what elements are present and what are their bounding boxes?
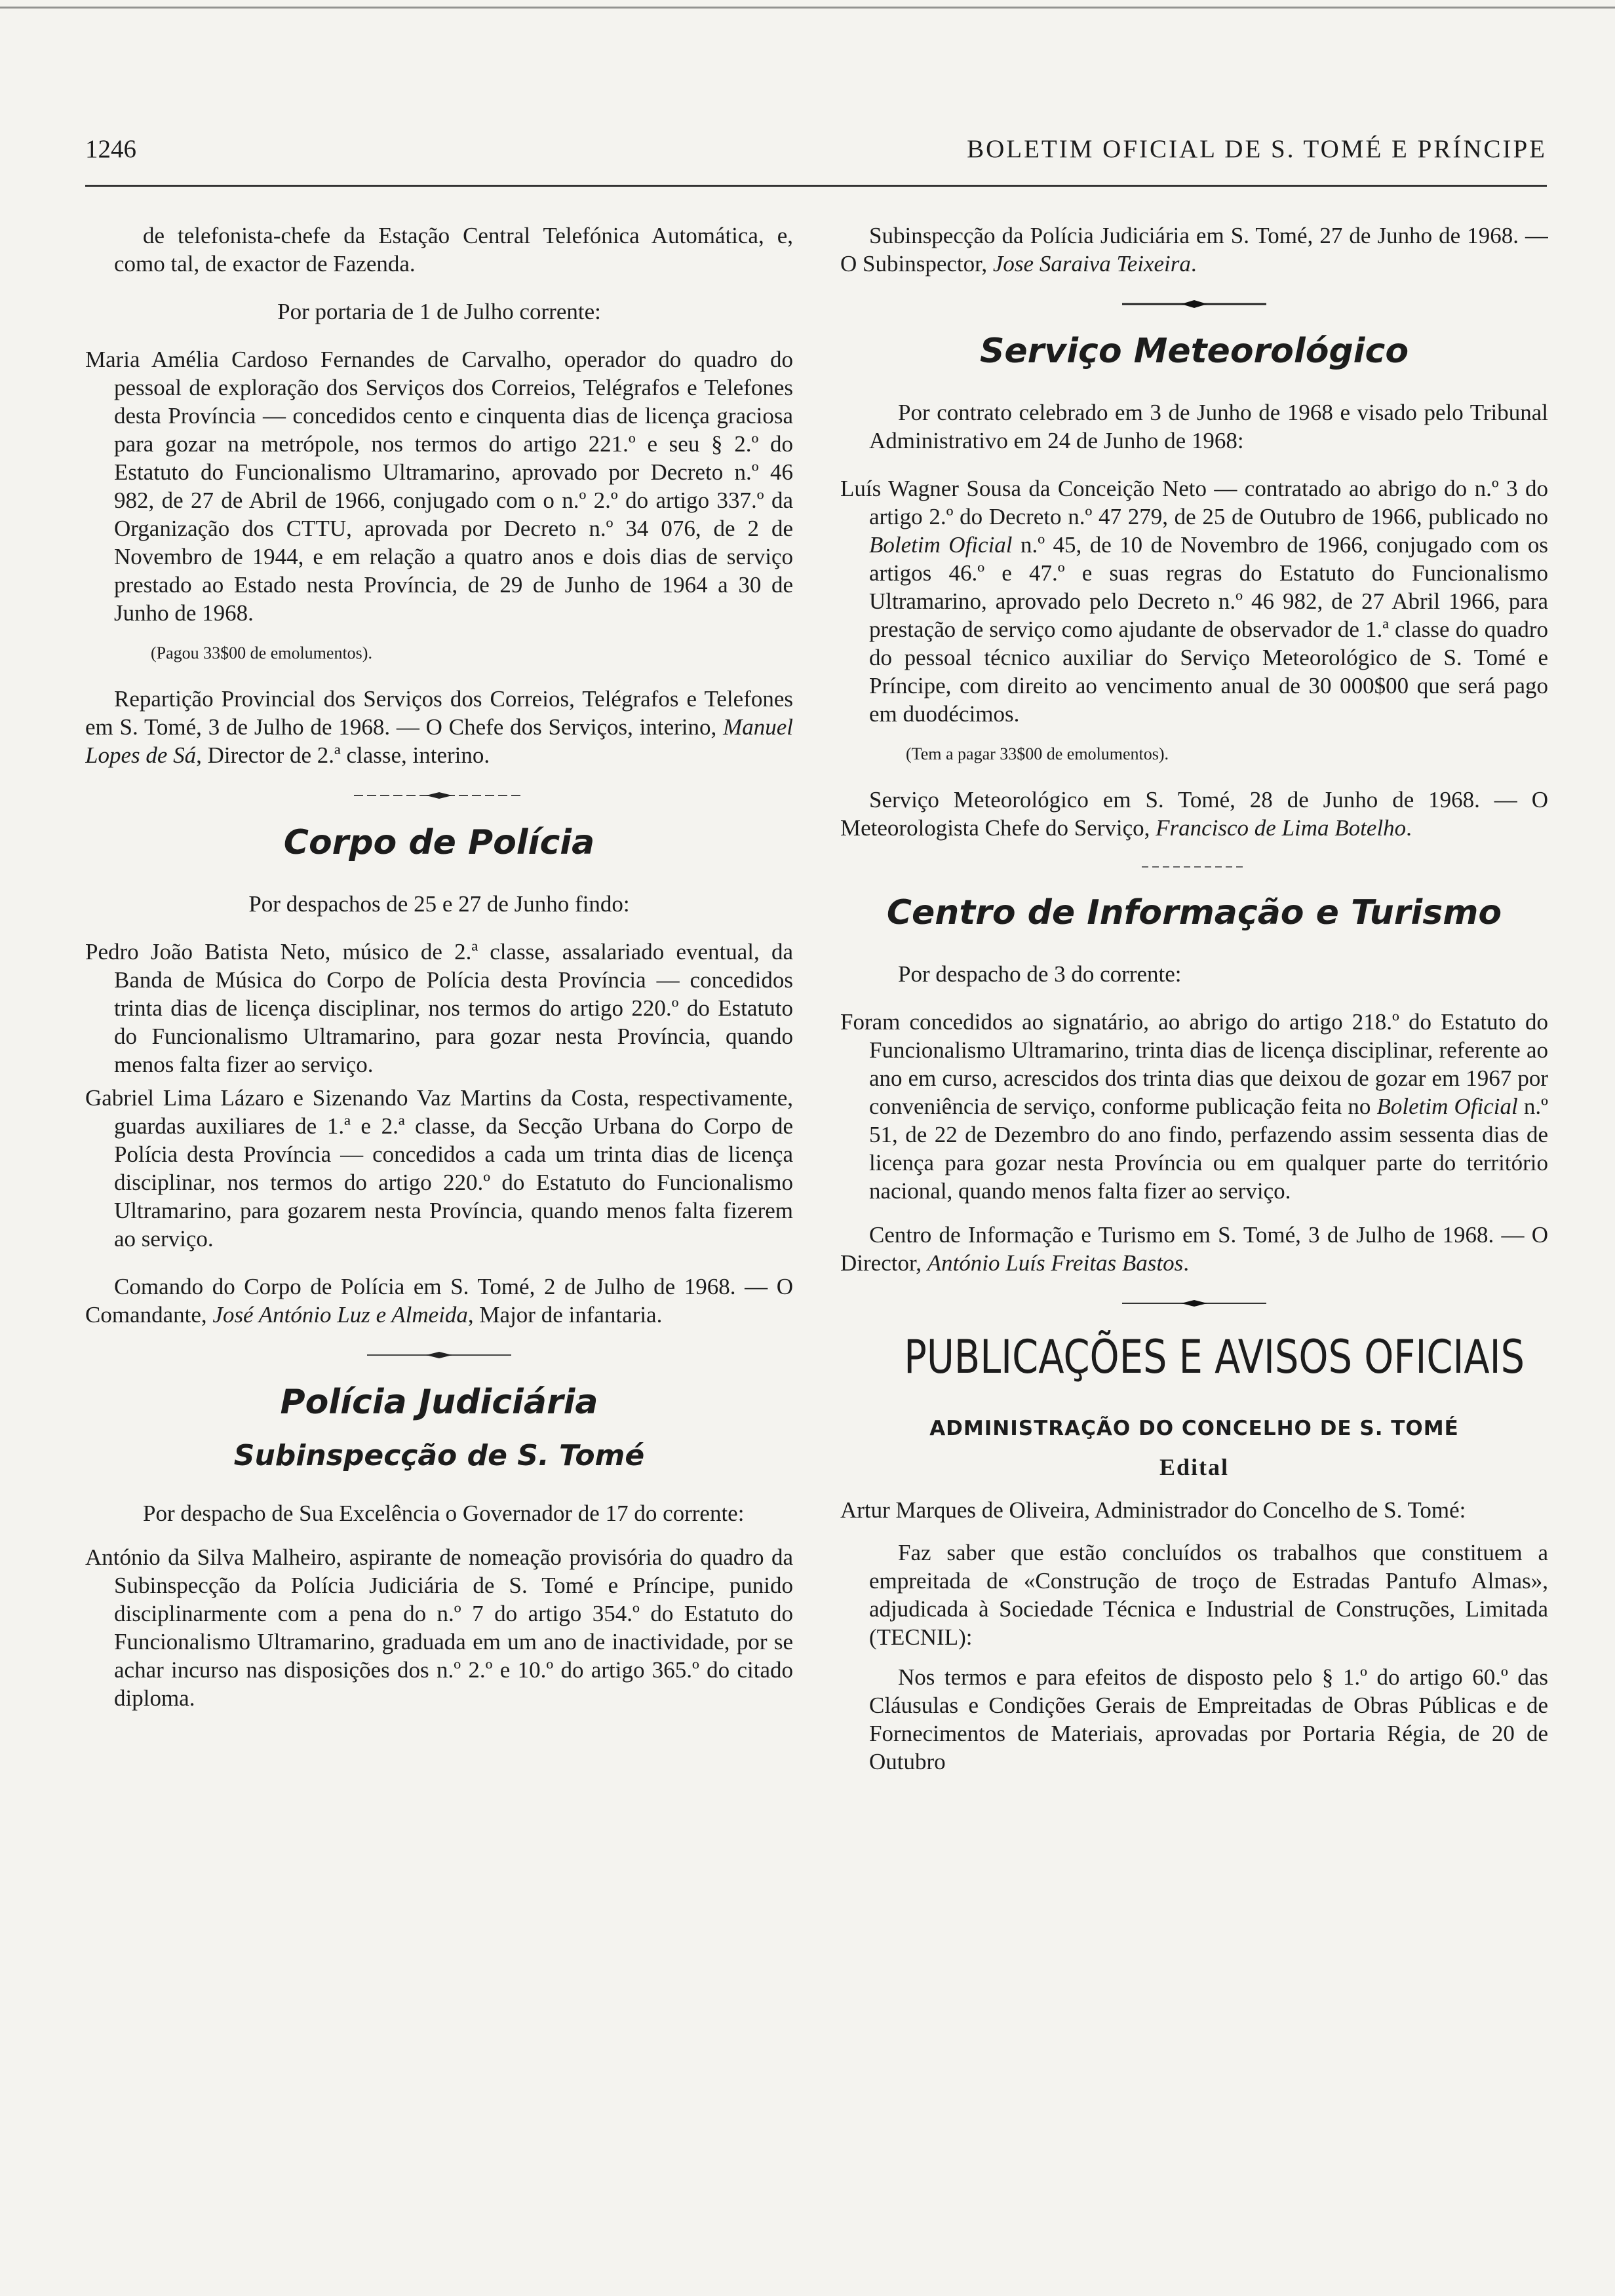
signatory-name: Francisco de Lima Botelho — [1156, 815, 1407, 841]
subsection-heading: Subinspecção de S. Tomé — [233, 1439, 645, 1472]
paragraph: Gabriel Lima Lázaro e Sizenando Vaz Martins da Costa, respectivamente, guardas auxiliares de 1.ª e 2.ª classe, da Secção Urbana do Corpo de Polícia desta Província — concedidos a cada um trinta dias de licença disciplinar, nos termos do artigo 220.º do Estatuto do Funcionalismo Ultramarino, para gozarem nesta Província, quando menos falta fizerem ao serviço. — [85, 1085, 793, 1252]
paragraph: Pedro João Batista Neto, músico de 2.ª classe, assalariado eventual, da Banda de Música do Corpo de Polícia desta Província — concedidos trinta dias de licença disciplinar, nos termos do artigo 220.º do Estatuto do Funcionalismo Ultramarino, para gozar nesta Província, quando menos falta fizer ao serviço. — [85, 939, 793, 1077]
paragraph: Por portaria de 1 de Julho corrente: — [277, 299, 601, 324]
section-heading: Corpo de Polícia — [283, 823, 595, 862]
gazette-reference: Boletim Oficial — [869, 532, 1013, 558]
paragraph: de telefonista-chefe da Estação Central Telefónica Automática, e, como tal, de exactor de Fazenda. — [114, 223, 793, 277]
signatory-name: Jose Saraiva Teixeira — [992, 251, 1191, 277]
paragraph: Maria Amélia Cardoso Fernandes de Carvalho, operador do quadro do pessoal de exploração dos Serviços dos Correios, Telégrafos e Telefones desta Província — concedidos cento e cinquenta dias de licença graciosa para gozar na metrópole, nos termos do artigo 221.º e seu § 2.º do Estatuto do Funcionalismo Ultramarino, aprovado por Decreto n.º 46 982, de 27 de Abril de 1966, conjugado com o n.º 2.º do artigo 337.º da Organização dos CTTU, aprovada por Decreto n.º 34 076, de 2 de Novembro de 1944, e em relação a quatro anos e dois dias de serviço prestado ao Estado nesta Província, de 29 de Junho de 1964 a 30 de Junho de 1968. — [85, 347, 793, 626]
paragraph: Por contrato celebrado em 3 de Junho de 1968 e visado pelo Tribunal Administrativo em 24 de Junho de 1968: — [869, 400, 1548, 453]
ornament-divider — [1109, 1297, 1279, 1310]
paragraph: Por despachos de 25 e 27 de Junho findo: — [248, 891, 630, 917]
signature-paragraph: Centro de Informação e Turismo em S. Tomé, 3 de Julho de 1968. — O Director, António Luís Freitas Bastos. — [840, 1222, 1548, 1276]
administration-heading: ADMINISTRAÇÃO DO CONCELHO DE S. TOMÉ — [929, 1417, 1459, 1440]
publication-title: BOLETIM OFICIAL DE S. TOMÉ E PRÍNCIPE — [967, 135, 1547, 163]
emolument-note: (Pagou 33$00 de emolumentos). — [151, 643, 372, 662]
signature-paragraph: Comando do Corpo de Polícia em S. Tomé, 2 de Julho de 1968. — O Comandante, José António Luz e Almeida, Major de infantaria. — [85, 1274, 793, 1328]
ornament-divider — [341, 789, 537, 802]
ornament-divider — [354, 1349, 524, 1362]
emolument-note: (Tem a pagar 33$00 de emolumentos). — [906, 744, 1169, 763]
ornament-divider — [1109, 297, 1279, 311]
signatory-name: José António Luz e Almeida — [212, 1302, 468, 1328]
paragraph: Por despacho de 3 do corrente: — [898, 961, 1182, 987]
paragraph: Artur Marques de Oliveira, Administrador do Concelho de S. Tomé: — [840, 1497, 1466, 1523]
signature-paragraph: Serviço Meteorológico em S. Tomé, 28 de Junho de 1968. — O Meteorologista Chefe do Serviço, Francisco de Lima Botelho. — [840, 787, 1548, 841]
paragraph: António da Silva Malheiro, aspirante de nomeação provisória do quadro da Subinspecção da Polícia Judiciária de S. Tomé e Príncipe, punido disciplinarmente com a pena do n.º 7 do artigo 354.º do Estatuto do Funcionalismo Ultramarino, graduada em um ano de inactividade, por se achar incurso nas disposições dos n.º 2.º e 10.º do artigo 365.º do citado diploma. — [85, 1544, 793, 1711]
signatory-name: António Luís Freitas Bastos — [927, 1250, 1184, 1276]
paragraph: Foram concedidos ao signatário, ao abrigo do artigo 218.º do Estatuto do Funcionalismo Ultramarino, trinta dias de licença disciplinar, referente ao ano em curso, acrescidos dos trinta dias que deixou de gozar em 1967 por conveniência de serviço, conforme publicação feita no Boletim Oficial n.º 51, de 22 de Dezembro do ano findo, perfazendo assim sessenta dias de licença para gozar nesta Província ou em qualquer parte do território nacional, quando menos falta fizer ao serviço. — [840, 1009, 1548, 1204]
publications-heading: PUBLICAÇÕES E AVISOS OFICIAIS — [904, 1330, 1525, 1384]
header-rule — [85, 185, 1547, 187]
ornament-divider — [1129, 862, 1260, 872]
section-heading: Polícia Judiciária — [280, 1383, 598, 1422]
paragraph: Nos termos e para efeitos de disposto pelo § 1.º do artigo 60.º das Cláusulas e Condições Gerais de Empreitadas de Obras Públicas e de Fornecimentos de Materiais, aprovadas por Portaria Régia, de 20 de Outubro — [869, 1664, 1548, 1774]
signatory-name: Manuel Lopes de Sá — [85, 714, 793, 768]
signature-paragraph: Repartição Provincial dos Serviços dos Correios, Telégrafos e Telefones em S. Tomé, 3 de Julho de 1968. — O Chefe dos Serviços, interino, Manuel Lopes de Sá, Director de 2.ª classe, interino. — [85, 686, 793, 768]
edital-heading: Edital — [1159, 1454, 1230, 1480]
paragraph: Por despacho de Sua Excelência o Governador de 17 do corrente: — [143, 1501, 745, 1526]
paragraph: Luís Wagner Sousa da Conceição Neto — contratado ao abrigo do n.º 3 do artigo 2.º do Decreto n.º 47 279, de 25 de Outubro de 1966, publicado no Boletim Oficial n.º 45, de 10 de Novembro de 1966, conjugado com os artigos 46.º e 47.º e suas regras do Estatuto do Funcionalismo Ultramarino, aprovado pelo Decreto n.º 46 982, de 27 Abril 1966, para prestação de serviço como ajudante de observador de 1.ª classe do quadro do pessoal técnico auxiliar do Serviço Meteorológico de S. Tomé e Príncipe, com direito ao vencimento anual de 30 000$00 que será pago em duodécimos. — [840, 476, 1548, 727]
gazette-reference: Boletim Oficial — [1376, 1094, 1518, 1119]
left-column — [85, 221, 793, 2266]
paragraph: Faz saber que estão concluídos os trabalhos que constituem a empreitada de «Construção de troço de Estradas Pantufo Almas», adjudicada à Sociedade Técnica e Industrial de Construções, Limitada (TECNIL): — [869, 1540, 1548, 1650]
top-border-line — [0, 7, 1615, 9]
section-heading: Centro de Informação e Turismo — [886, 893, 1502, 932]
page-header — [85, 134, 1547, 174]
section-heading: Serviço Meteorológico — [979, 332, 1409, 371]
signature-paragraph: Subinspecção da Polícia Judiciária em S. Tomé, 27 de Junho de 1968. — O Subinspector, Jose Saraiva Teixeira. — [840, 223, 1548, 277]
right-column — [840, 221, 1548, 2266]
page-number: 1246 — [85, 135, 136, 163]
